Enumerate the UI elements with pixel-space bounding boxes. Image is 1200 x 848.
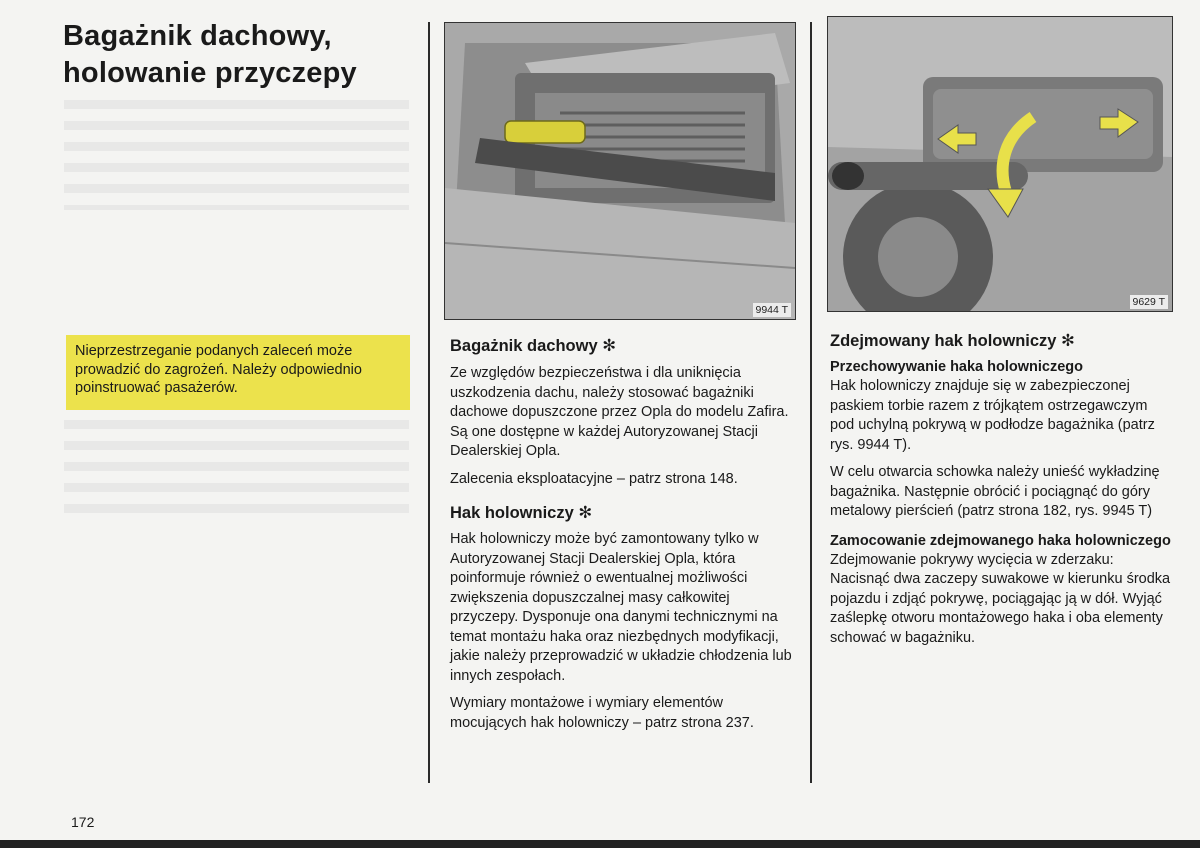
tow-hook-paragraph-2: Wymiary montażowe i wymiary elementów mocujących hak holowniczy – patrz strona 237. [450,695,754,731]
mounting-subheading: Zamocowanie zdejmowanego haka holowniczego [830,532,1171,549]
figure-number-9629: 9629 T [1130,295,1169,309]
middle-column-text [450,336,794,733]
storage-subheading: Przechowywanie haka holowniczego [830,359,1084,375]
roof-rack-paragraph-1: Ze względów bezpieczeństwa i dla uniknięcia uszkodzenia dachu, należy stosować bagażniki dachowe dopuszczone przez Opla do modelu Zafira. Są one dostępne w każdej Autoryzowanej Stacji Dealerskiej Opla. [450,365,789,459]
page-bottom-edge [0,840,1200,848]
warning-text: Nieprzestrzeganie podanych zaleceń może prowadzić do zagrożeń. Należy odpowiednio poinstruować pasażerów. [75,343,362,396]
page-title-line-2: holowanie przyczepy [63,57,357,89]
page-title [63,18,357,92]
trunk-illustration [445,23,795,319]
tow-hook-paragraph-1: Hak holowniczy może być zamontowany tylko w Autoryzowanej Stacji Dealerskiej Opla, która poinformuje również o ewentualnej możliwości zwiększenia dopuszczalnej masy całkowitej przyczepy. Dysponuje ona danymi technicznymi na temat montażu haka oraz niezbędnych modyfikacji, jakie należy przeprowadzić w układzie chłodzenia lub innych zespołach. [450,531,792,684]
removable-hook-heading: Zdejmowany hak holowniczy ✻ [830,332,1075,350]
right-column-text [830,331,1174,648]
warning-box [66,335,410,410]
storage-paragraph-1: Hak holowniczy znajduje się w zabezpieczonej paskiem torbie razem z trójkątem ostrzegawczym pod uchylną pokrywą w podłodze bagażnika (patrz rys. 9944 T). [830,378,1155,453]
page-number: 172 [71,814,95,830]
column-divider-left [428,22,430,783]
figure-number-9944: 9944 T [753,303,792,317]
roof-rack-heading: Bagażnik dachowy ✻ [450,337,617,355]
ghost-show-through-text [64,420,409,525]
trunk-floor-photo [444,22,796,320]
bumper-illustration [828,17,1172,311]
bumper-hook-photo [827,16,1173,312]
storage-paragraph-2: W celu otwarcia schowka należy unieść wykładzinę bagażnika. Następnie obrócić i pociągnąć do góry metalowy pierścień (patrz strona 182, rys. 9945 T) [830,464,1160,519]
column-divider-right [810,22,812,783]
page-title-line-1: Bagażnik dachowy, [63,20,332,52]
tow-hook-heading: Hak holowniczy ✻ [450,504,593,522]
roof-rack-paragraph-2: Zalecenia eksploatacyjne – patrz strona 148. [450,470,738,487]
ghost-show-through-text [64,100,409,210]
mounting-paragraph-1: Zdejmowanie pokrywy wycięcia w zderzaku: Nacisnąć dwa zaczepy suwakowe w kierunku środka pojazdu i zdjąć pokrywę, pociągając ją w dół. Wyjąć zaślepkę otworu montażowego haka i oba elementy schować w bagażniku. [830,551,1171,646]
